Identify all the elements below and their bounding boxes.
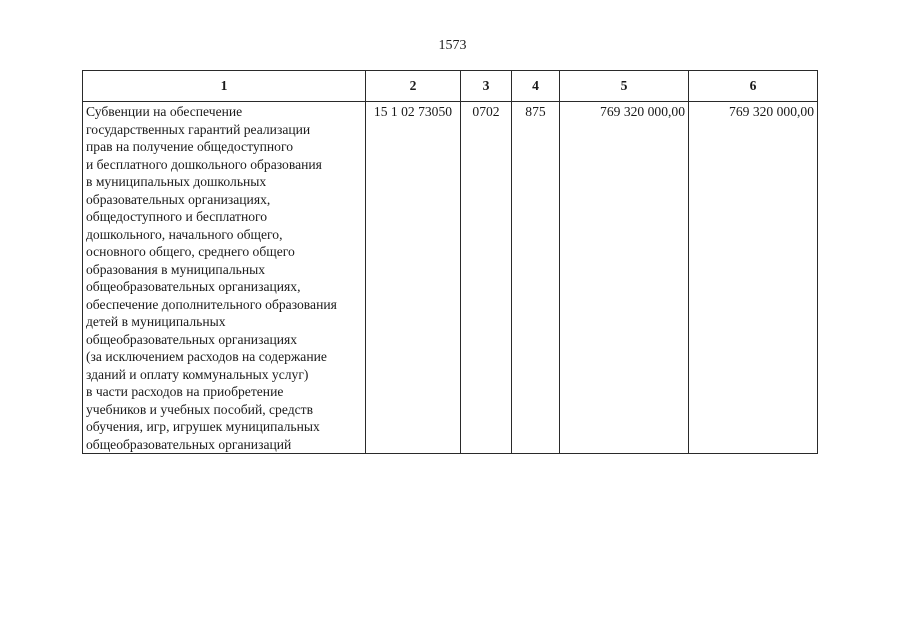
section-code-cell: 0702	[461, 102, 512, 454]
column-header-1: 1	[83, 71, 366, 102]
column-header-3: 3	[461, 71, 512, 102]
budget-table	[82, 70, 818, 454]
amount-cell-5: 769 320 000,00	[560, 102, 689, 454]
table-header-row	[83, 71, 818, 102]
expense-name-cell: Субвенции на обеспечение государственных гарантий реализации прав на получение общедоступного и бесплатного дошкольного образования в муниципальных дошкольных образовательных организациях, общедоступного и бесплатного дошкольного, начального общего, основного общего, среднего общего образования в муниципальных общеобразовательных организациях, обеспечение дополнительного образования детей в муниципальных общеобразовательных организациях (за исключением расходов на содержание зданий и оплату коммунальных услуг) в части расходов на приобретение учебников и учебных пособий, средств обучения, игр, игрушек муниципальных общеобразовательных организаций	[83, 102, 366, 454]
column-header-2: 2	[366, 71, 461, 102]
column-header-4: 4	[512, 71, 560, 102]
table-row	[83, 102, 818, 454]
target-code-cell: 15 1 02 73050	[366, 102, 461, 454]
expense-type-cell: 875	[512, 102, 560, 454]
column-header-6: 6	[689, 71, 818, 102]
column-header-5: 5	[560, 71, 689, 102]
page-number: 1573	[438, 38, 467, 53]
amount-cell-6: 769 320 000,00	[689, 102, 818, 454]
